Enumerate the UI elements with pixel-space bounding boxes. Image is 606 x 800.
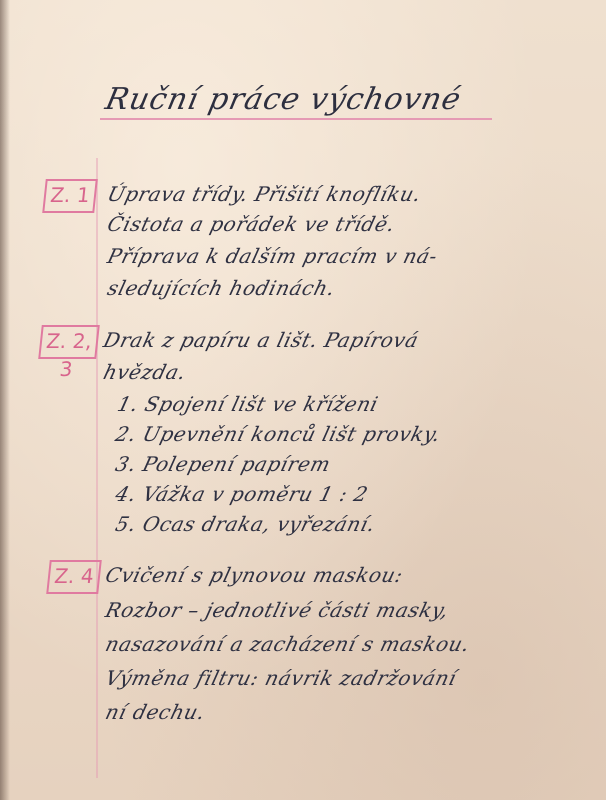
section-2-line-1: Drak z papíru a lišt. Papírová	[101, 328, 422, 352]
section-3-line-2: Rozbor – jednotlivé části masky,	[103, 598, 452, 622]
section-label-z23: Z. 2, 3	[38, 325, 100, 359]
margin-line	[96, 158, 98, 778]
section-label-z4: Z. 4	[46, 560, 102, 594]
section-2-line-3: 1. Spojení lišt ve kříženi	[115, 392, 381, 416]
section-3-line-1: Cvičení s plynovou maskou:	[103, 563, 406, 587]
section-2-line-6: 4. Vážka v poměru 1 : 2	[113, 482, 371, 506]
section-2-line-5: 3. Polepení papírem	[113, 452, 334, 476]
section-3-line-5: ní dechu.	[103, 700, 208, 724]
section-3-line-3: nasazování a zacházení s maskou.	[103, 632, 473, 656]
page-title: Ruční práce výchovné	[102, 82, 465, 117]
section-1-line-4: sledujících hodinách.	[105, 276, 338, 300]
section-2-line-2: hvězda.	[101, 360, 189, 384]
page-binding-shadow	[0, 0, 10, 800]
section-1-line-1: Úprava třídy. Přišití knoflíku.	[105, 182, 424, 206]
section-1-line-3: Příprava k dalším pracím v ná-	[105, 244, 441, 268]
section-1-line-2: Čistota a pořádek ve třídě.	[105, 212, 398, 236]
title-underline	[100, 118, 492, 120]
section-label-z1: Z. 1	[42, 179, 98, 213]
section-2-line-7: 5. Ocas draka, vyřezání.	[113, 512, 379, 536]
section-3-line-4: Výměna filtru: návrik zadržování	[103, 666, 460, 690]
section-2-line-4: 2. Upevnění konců lišt provky.	[113, 422, 444, 446]
